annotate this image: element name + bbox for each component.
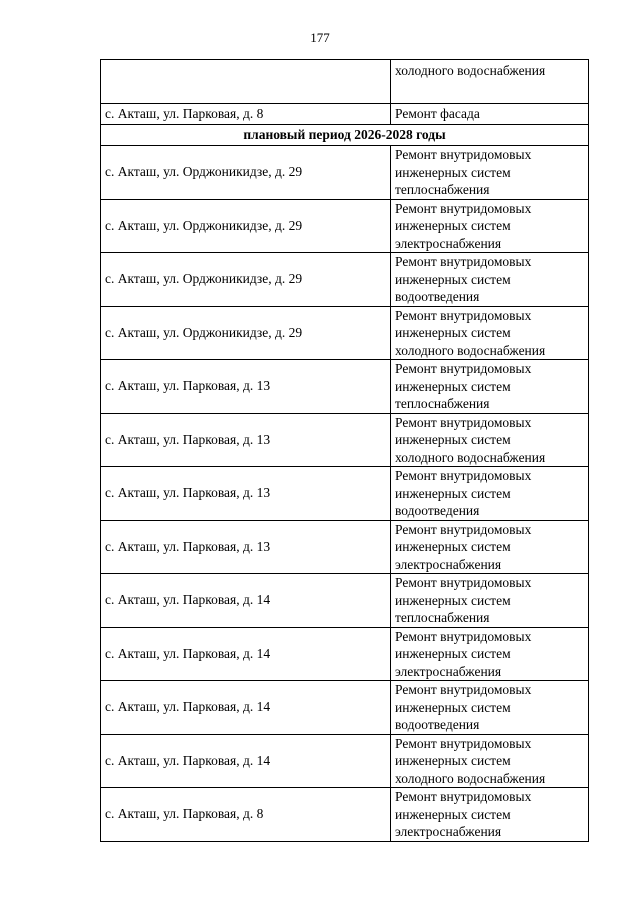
work-line: электроснабжения <box>395 556 502 572</box>
work-line: Ремонт внутридомовых <box>395 200 532 216</box>
work-line: инженерных систем <box>395 432 511 447</box>
repair-works-table-body <box>101 60 589 842</box>
work-line: инженерных систем <box>395 753 511 768</box>
address-cell: с. Акташ, ул. Парковая, д. 13 <box>101 520 391 574</box>
work-cell <box>391 253 589 307</box>
address-cell: с. Акташ, ул. Орджоникидзе, д. 29 <box>101 199 391 253</box>
work-cell <box>391 306 589 360</box>
work-line: водоотведения <box>395 289 480 304</box>
work-cell <box>391 734 589 788</box>
work-line: водоотведения <box>395 503 480 518</box>
work-line: Ремонт внутридомовых <box>395 575 532 590</box>
table-row <box>101 574 589 628</box>
work-line: Ремонт внутридомовых <box>395 789 532 804</box>
address-cell: с. Акташ, ул. Парковая, д. 14 <box>101 627 391 681</box>
table-row <box>101 627 589 681</box>
work-line: теплоснабжения <box>395 182 490 197</box>
address-cell: с. Акташ, ул. Парковая, д. 14 <box>101 681 391 735</box>
work-cell <box>391 413 589 467</box>
work-line: инженерных систем <box>395 646 511 661</box>
table-row <box>101 146 589 200</box>
table-row <box>101 413 589 467</box>
work-line: Ремонт внутридомовых <box>395 682 532 697</box>
work-line: инженерных систем <box>395 592 511 608</box>
work-line: Ремонт внутридомовых <box>395 735 532 751</box>
work-cell <box>391 60 589 104</box>
table-row <box>101 734 589 788</box>
page-number: 177 <box>310 30 330 45</box>
address-cell: с. Акташ, ул. Парковая, д. 13 <box>101 413 391 467</box>
table-row-period-header <box>101 125 589 146</box>
table-row <box>101 681 589 735</box>
work-line: электроснабжения <box>395 663 502 679</box>
address-cell: с. Акташ, ул. Парковая, д. 14 <box>101 574 391 628</box>
address-cell: с. Акташ, ул. Орджоникидзе, д. 29 <box>101 253 391 307</box>
work-line: инженерных систем <box>395 164 511 180</box>
address-cell: с. Акташ, ул. Парковая, д. 13 <box>101 467 391 521</box>
work-cell <box>391 199 589 253</box>
address-cell: с. Акташ, ул. Парковая, д. 8 <box>101 788 391 842</box>
work-cell <box>391 520 589 574</box>
work-line: Ремонт внутридомовых <box>395 254 532 269</box>
work-line: инженерных систем <box>395 218 511 233</box>
address-cell: с. Акташ, ул. Орджоникидзе, д. 29 <box>101 306 391 360</box>
work-line: Ремонт внутридомовых <box>395 307 532 323</box>
work-line: инженерных систем <box>395 539 511 554</box>
repair-works-table <box>100 59 589 842</box>
work-line: Ремонт внутридомовых <box>395 628 532 644</box>
work-line: Ремонт внутридомовых <box>395 468 532 483</box>
table-row-facade <box>101 104 589 125</box>
work-line: Ремонт внутридомовых <box>395 414 532 430</box>
period-header: плановый период 2026-2028 годы <box>101 125 589 146</box>
address-cell <box>101 60 391 104</box>
work-line: теплоснабжения <box>395 396 490 411</box>
work-line: холодного водоснабжения <box>395 63 546 78</box>
table-row-continuation <box>101 60 589 104</box>
work-line: инженерных систем <box>395 271 511 287</box>
table-row <box>101 788 589 842</box>
table-row <box>101 306 589 360</box>
work-cell <box>391 627 589 681</box>
work-cell <box>391 574 589 628</box>
table-row <box>101 199 589 253</box>
work-line: инженерных систем <box>395 699 511 715</box>
work-line: электроснабжения <box>395 235 502 251</box>
table-row <box>101 360 589 414</box>
work-line: электроснабжения <box>395 824 502 839</box>
address-cell: с. Акташ, ул. Орджоникидзе, д. 29 <box>101 146 391 200</box>
address-cell: с. Акташ, ул. Парковая, д. 14 <box>101 734 391 788</box>
work-line: Ремонт внутридомовых <box>395 361 532 376</box>
work-cell: Ремонт фасада <box>391 104 589 125</box>
work-cell <box>391 788 589 842</box>
table-row <box>101 253 589 307</box>
table-row <box>101 520 589 574</box>
work-line: инженерных систем <box>395 378 511 394</box>
work-line: Ремонт внутридомовых <box>395 147 532 162</box>
work-line: холодного водоснабжения <box>395 770 546 786</box>
work-line: холодного водоснабжения <box>395 342 546 358</box>
work-cell <box>391 360 589 414</box>
work-line: Ремонт внутридомовых <box>395 521 532 537</box>
work-cell <box>391 467 589 521</box>
work-line: водоотведения <box>395 717 480 732</box>
address-cell: с. Акташ, ул. Парковая, д. 8 <box>101 104 391 125</box>
work-line: теплоснабжения <box>395 610 490 625</box>
work-cell <box>391 681 589 735</box>
work-cell <box>391 146 589 200</box>
table-row <box>101 467 589 521</box>
work-line: инженерных систем <box>395 806 511 822</box>
work-line: инженерных систем <box>395 325 511 340</box>
work-line: холодного водоснабжения <box>395 449 546 465</box>
address-cell: с. Акташ, ул. Парковая, д. 13 <box>101 360 391 414</box>
work-line: инженерных систем <box>395 485 511 501</box>
